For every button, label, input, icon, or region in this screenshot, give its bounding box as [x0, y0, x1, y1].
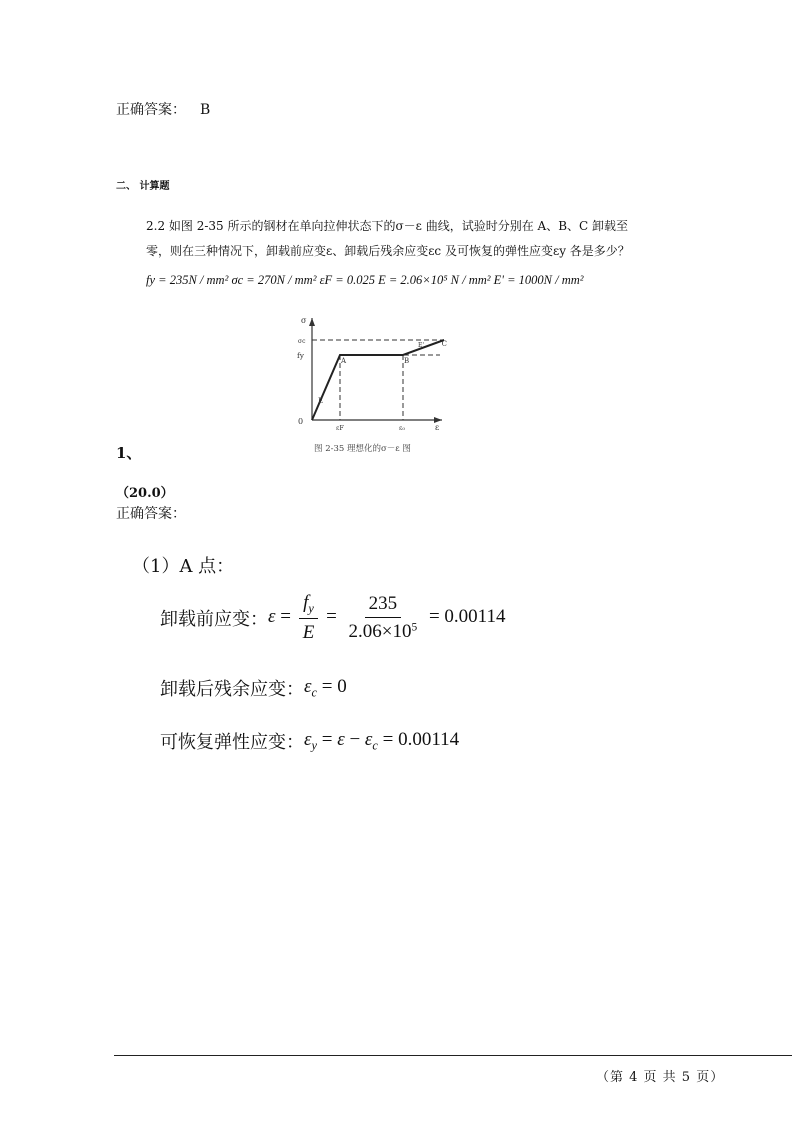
- x-axis-label: ε: [435, 423, 440, 432]
- solution-heading: （1）A 点：: [132, 556, 235, 577]
- footer-divider: [114, 1055, 792, 1056]
- fy-tick: fy: [297, 351, 305, 360]
- score: （20.0）: [116, 486, 174, 501]
- section-title: 二、 计算题: [116, 181, 170, 192]
- strain-before-row: [160, 592, 505, 643]
- residual-strain-label: 卸载后残余应变：: [160, 679, 304, 700]
- correct-answer-label: 正确答案：: [116, 506, 186, 522]
- strain-before-label: 卸载前应变：: [160, 608, 268, 630]
- sigma-c-tick: σc: [298, 338, 306, 345]
- residual-strain-row: [160, 675, 347, 701]
- residual-strain-formula: $\varepsilon_c = 0$: [304, 675, 347, 700]
- e-prime-label: E': [418, 342, 425, 349]
- answer-label: 正确答案：: [116, 102, 186, 118]
- question-text-line2: 零，则在三种情况下，卸载前应变ε、卸载后残余应变εc 及可恢复的弹性应变εy 各是多少？: [146, 244, 630, 258]
- fy-over-e-fraction: $\frac{f_y}{E}$: [299, 592, 319, 643]
- y-axis-arrow: [309, 318, 315, 326]
- e-label: E: [318, 397, 324, 405]
- stress-strain-curve: [312, 340, 444, 420]
- elastic-strain-formula: $\varepsilon_y = \varepsilon - \varepsilon_c = 0.00114$: [304, 728, 460, 753]
- epsilon-0-tick: ε₀: [399, 424, 405, 432]
- elastic-strain-label: 可恢复弹性应变：: [160, 732, 304, 753]
- elastic-strain-row: [160, 728, 459, 754]
- page-footer: （第 4 页 共 5 页）: [596, 1070, 725, 1085]
- point-c-label: C: [441, 340, 447, 348]
- point-a-label: A: [341, 357, 347, 365]
- strain-before-result: = 0.00114: [428, 606, 506, 628]
- previous-answer: [116, 99, 210, 119]
- figure-caption: 图 2-35 理想化的σ－ε 图: [314, 444, 411, 454]
- question-text-line1: 2.2 如图 2-35 所示的钢材在单向拉伸状态下的σ－ε 曲线，试验时分别在 A、B、C 卸载至: [146, 219, 629, 233]
- strain-before-formula: ε = $\frac{f_y}{E}$ = $\frac{235}{2.06\times 10^5}$ = 0.00114: [268, 592, 506, 643]
- epsilon-f-tick: εF: [336, 424, 344, 432]
- answer-value: B: [200, 102, 211, 118]
- y-axis-label: σ: [301, 316, 307, 325]
- numeric-fraction: $\frac{235}{2.06\times 10^5}$: [348, 592, 418, 642]
- question-number: 1、: [116, 444, 142, 462]
- question-parameters: fy = 235N / mm² σc = 270N / mm² εF = 0.025 E = 2.06×10⁵ N / mm² E' = 1000N / mm²: [146, 273, 584, 287]
- origin-label: 0: [298, 417, 304, 426]
- stress-strain-figure: [282, 308, 447, 458]
- point-b-label: B: [404, 357, 410, 365]
